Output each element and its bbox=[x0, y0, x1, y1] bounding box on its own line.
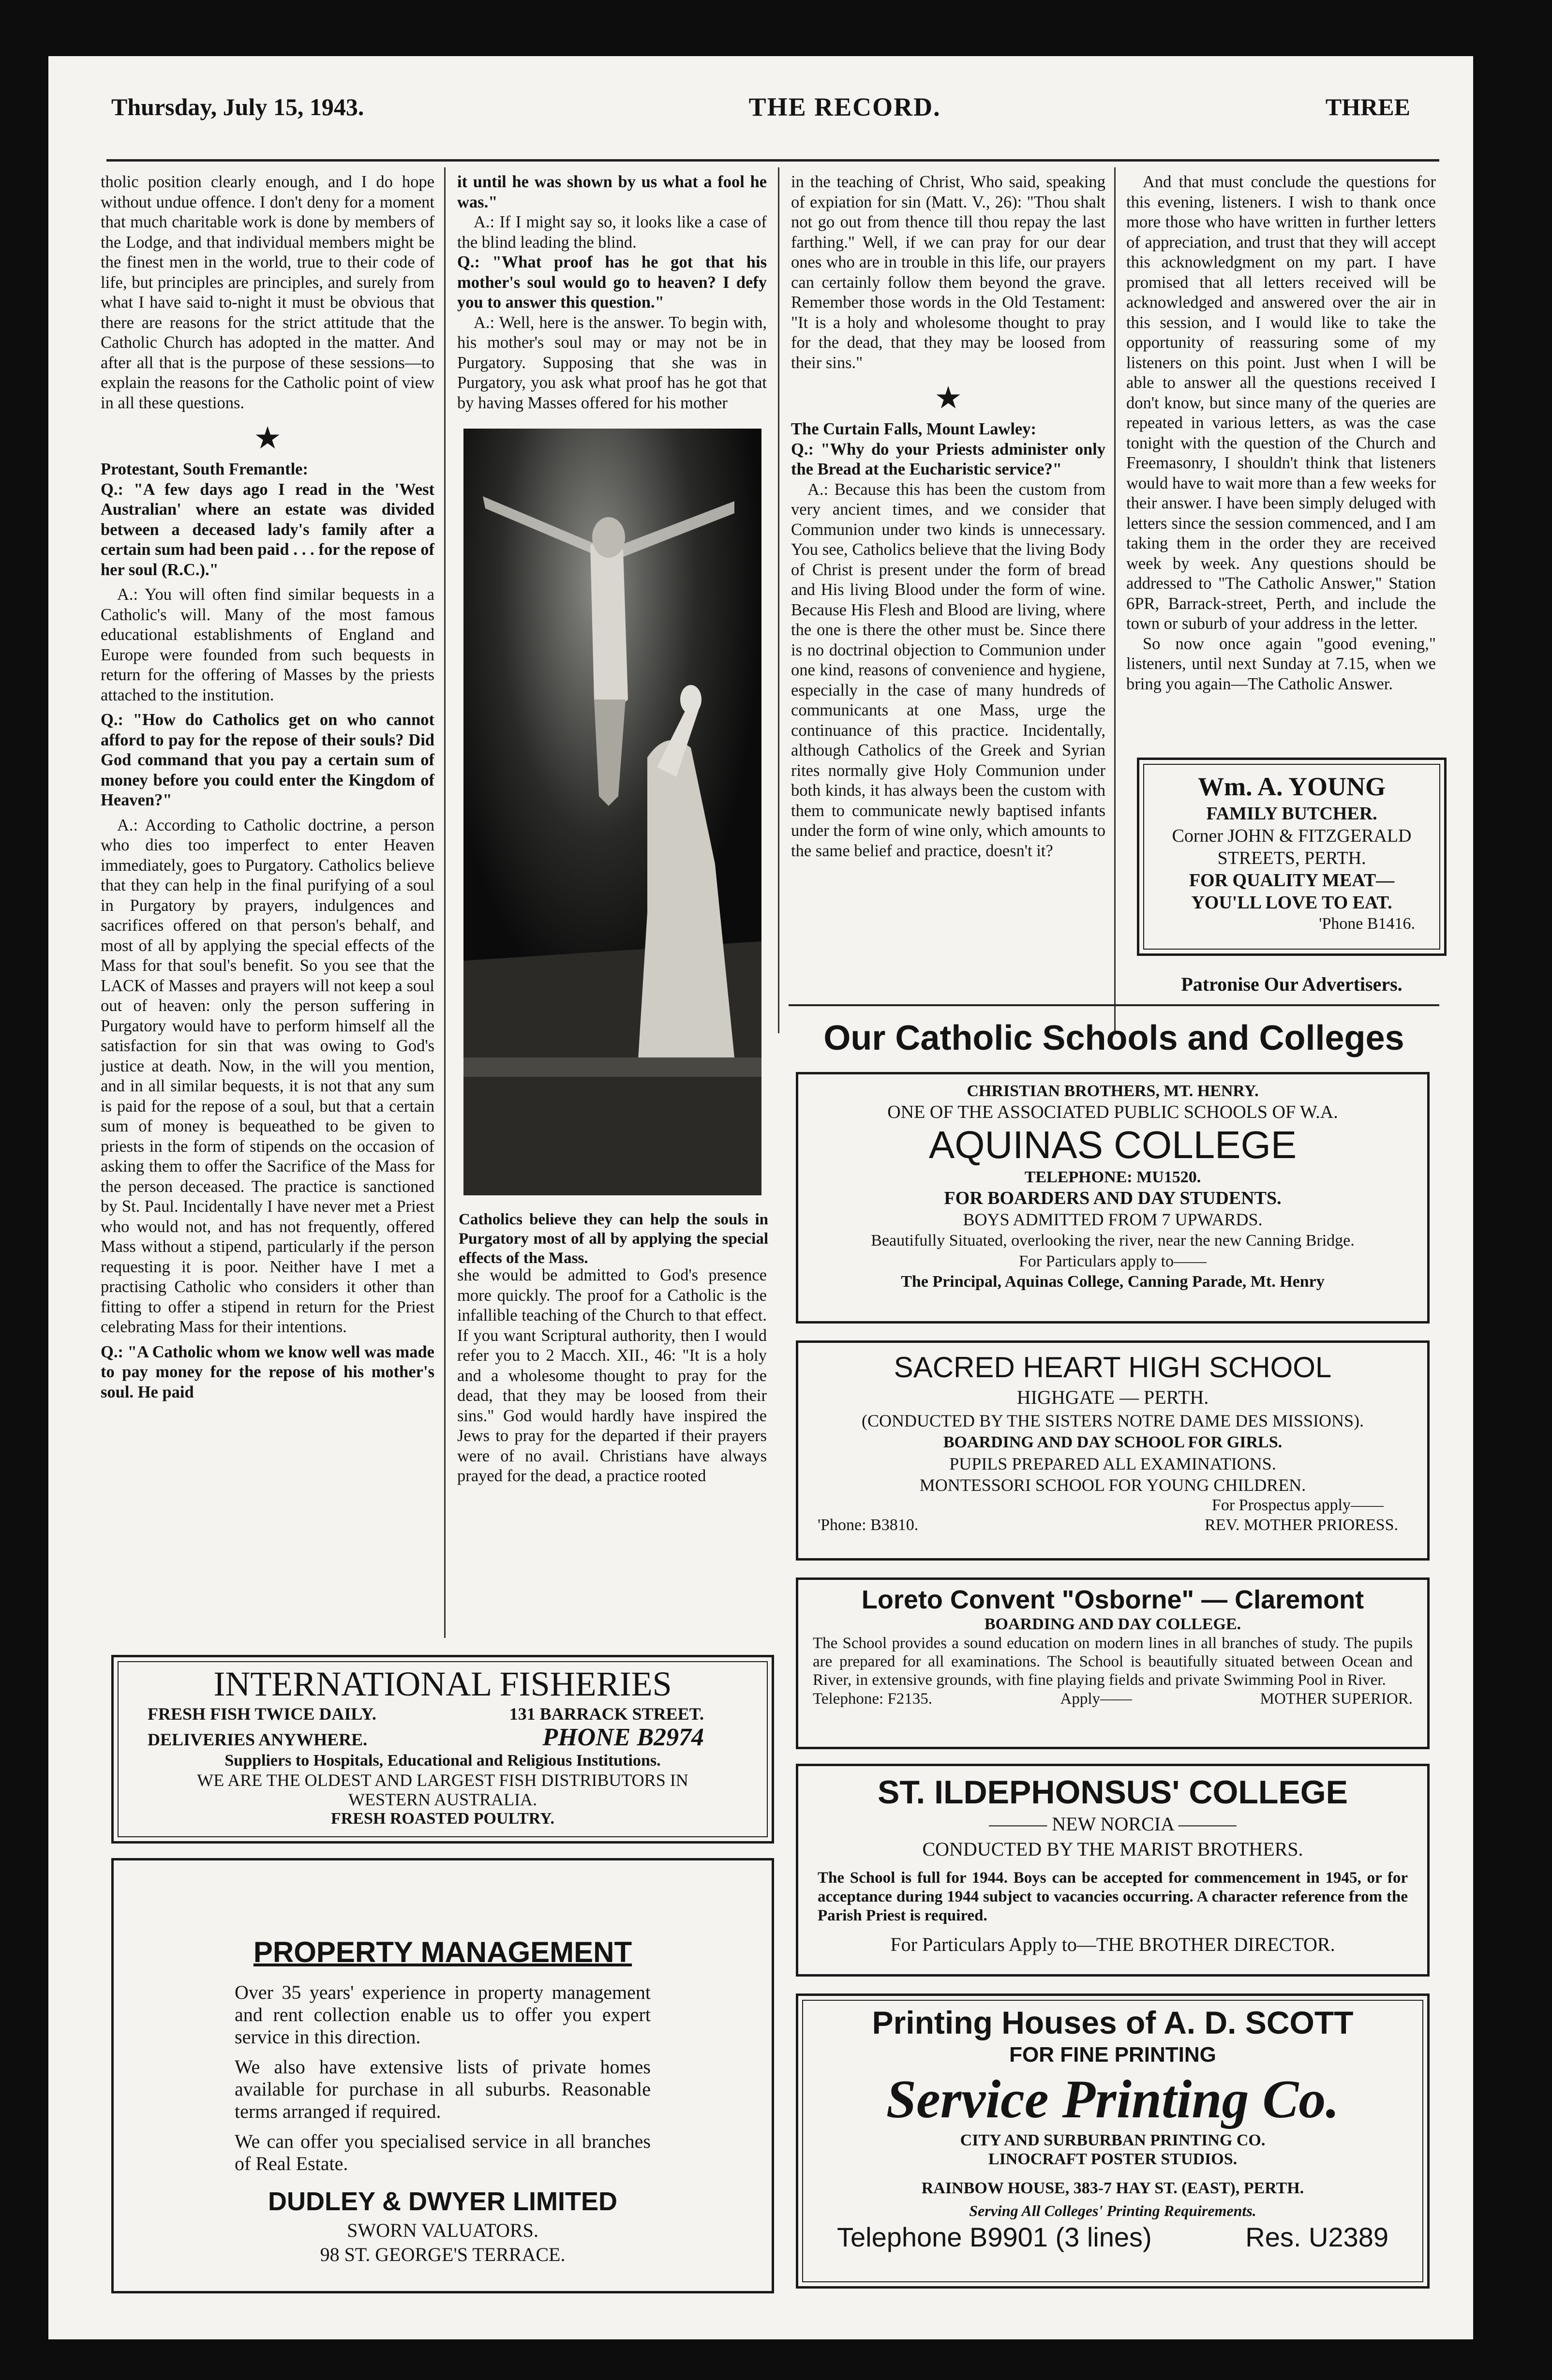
ad-loreto-convent bbox=[796, 1577, 1430, 1749]
ad-line: SWORN VALUATORS. bbox=[347, 2219, 538, 2241]
paragraph: she would be admitted to God's presence more quickly. The proof for a Catholic is the infallible teaching of the Church to that effect. If you want Scriptural authority, then I would refer you to 2 Macch. XII., 46: "It is a holy and a wholesome thought to pray for the dead, that they may be loosed from their sins." God would hardly have inspired the Jews to pray for the departed if their prayers were of no avail. Christians have always prayed for the dead, a practice rooted bbox=[457, 1266, 767, 1485]
ad-service-printing bbox=[796, 1993, 1430, 2289]
question: Q.: "What proof has he got that his mother's soul would go to heaven? I defy you to answer this question." bbox=[457, 253, 767, 312]
ad-heading: PROPERTY MANAGEMENT bbox=[253, 1936, 632, 1968]
ad-property-management bbox=[111, 1858, 774, 2293]
ad-inner-border bbox=[802, 2000, 1423, 2282]
paragraph: So now once again "good evening," listeners, until next Sunday at 7.15, when we bring you again—The Catholic Answer. bbox=[1126, 634, 1436, 693]
ad-heading: ST. ILDEPHONSUS' COLLEGE bbox=[877, 1774, 1348, 1811]
ad-phone: 'Phone B1416. bbox=[1319, 915, 1415, 933]
column-rule bbox=[444, 167, 446, 1638]
ad-line: (CONDUCTED BY THE SISTERS NOTRE DAME DES MISSIONS). bbox=[861, 1411, 1364, 1430]
ad-heading: AQUINAS COLLEGE bbox=[928, 1123, 1297, 1166]
ad-phone: Telephone B9901 (3 lines) bbox=[837, 2222, 1152, 2252]
ad-line: FRESH FISH TWICE DAILY. bbox=[148, 1704, 376, 1724]
masthead-title: THE RECORD. bbox=[748, 92, 941, 121]
ad-line: FOR FINE PRINTING bbox=[1009, 2043, 1216, 2067]
ad-heading: Loreto Convent "Osborne" — Claremont bbox=[861, 1585, 1364, 1614]
issue-date: Thursday, July 15, 1943. bbox=[111, 93, 364, 120]
ad-line: CONDUCTED BY THE MARIST BROTHERS. bbox=[922, 1838, 1303, 1860]
answer: A.: If I might say so, it looks like a case of the blind leading the blind. bbox=[457, 213, 767, 252]
patronise-note: Patronise Our Advertisers. bbox=[1181, 973, 1403, 995]
ad-line: STREETS, PERTH. bbox=[1217, 848, 1366, 868]
photo-caption: Catholics believe they can help the souls in Purgatory most of all by applying the special effects of the Mass. bbox=[459, 1211, 768, 1267]
ad-line: WE ARE THE OLDEST AND LARGEST FISH DISTRIBUTORS IN bbox=[197, 1770, 688, 1790]
ad-body: We also have extensive lists of private homes available for purchase in all suburbs. Reasonable terms arranged if required. bbox=[235, 2056, 651, 2122]
ad-line: For Particulars Apply to—THE BROTHER DIRECTOR. bbox=[890, 1934, 1335, 1955]
ad-line: 131 BARRACK STREET. bbox=[509, 1704, 704, 1724]
ad-line: For Prospectus apply—— bbox=[1211, 1496, 1384, 1514]
ad-line: FOR QUALITY MEAT— bbox=[1189, 870, 1395, 891]
article-column-4 bbox=[1126, 172, 1436, 694]
ad-international-fisheries bbox=[111, 1655, 774, 1844]
ad-line: ——— NEW NORCIA ——— bbox=[989, 1813, 1237, 1835]
ad-contact-row bbox=[813, 1689, 1413, 1709]
ad-line: BOARDING AND DAY COLLEGE. bbox=[984, 1615, 1241, 1633]
ad-line: TELEPHONE: MU1520. bbox=[1024, 1168, 1201, 1186]
ad-line: FOR BOARDERS AND DAY STUDENTS. bbox=[944, 1188, 1282, 1208]
ad-line: Suppliers to Hospitals, Educational and Religious Institutions. bbox=[224, 1752, 661, 1770]
answer: A.: Because this has been the custom from very ancient times, and we consider that Communion under two kinds is unnecessary. You see, Catholics believe that the living Body of Christ is present under the form of bread and His living Blood under the form of wine. Because His Flesh and Blood are living, where the one is there the other must be. Since there is no doctrinal objection to Communion under one kind, reasons of convenience and hygiene, especially in the case of many hundreds of communicants at one Mass, urge the continuance of this practice. Incidentally, although Catholics of the Greek and Syrian rites normally give Holy Communion under both kinds, it has always been the custom with them to communicate newly baptised infants under the form of wine only, which amounts to the same belief and practice, doesn't it? bbox=[791, 480, 1105, 860]
newspaper-page bbox=[48, 56, 1473, 2339]
page-number: THREE bbox=[1325, 93, 1410, 120]
ad-body: We can offer you specialised service in all branches of Real Estate. bbox=[235, 2130, 651, 2174]
column-rule bbox=[1114, 167, 1116, 1033]
section-rule bbox=[789, 1004, 1439, 1006]
article-column-3 bbox=[791, 172, 1105, 861]
ad-phone: PHONE B2974 bbox=[542, 1724, 704, 1751]
schools-heading: Our Catholic Schools and Colleges bbox=[823, 1019, 1404, 1057]
ad-line: LINOCRAFT POSTER STUDIOS. bbox=[988, 2150, 1238, 2168]
question: Q.: "A few days ago I read in the 'West Australian' where an estate was divided between a deceased lady's family after a certain sum had been paid . . . for the repose of her soul (R.C.)." bbox=[101, 480, 434, 579]
ad-body: The School provides a sound education on modern lines in all branches of study. The pupils are prepared for all examinations. The School is beautifully situated between Ocean and River, in extensive grounds, with fine playing fields and private Swimming Pool in River. bbox=[813, 1635, 1413, 1689]
star-divider-icon: ★ bbox=[254, 421, 282, 455]
page-header bbox=[48, 56, 1473, 158]
question: Q.: "A Catholic whom we know well was made to pay money for the repose of his mother's soul. He paid bbox=[101, 1342, 434, 1401]
ad-line: For Particulars apply to—— bbox=[1018, 1252, 1207, 1270]
paragraph: tholic position clearly enough, and I do hope without undue offence. I don't deny for a moment that much charitable work is done by members of the Lodge, and that individual members might be the finest men in the world, true to their code of life, but principles are principles, and surely from what I have said to-night it must be obvious that there are reasons for the strict attitude that the Catholic Church has adopted in the matter. And after all that is the purpose of these sessions—to explain the reasons for the Catholic point of view in all these questions. bbox=[101, 173, 434, 412]
ad-line: CITY AND SURBURBAN PRINTING CO. bbox=[960, 2131, 1266, 2149]
header-rule bbox=[106, 159, 1439, 162]
paragraph: And that must conclude the questions for this evening, listeners. I wish to thank once more those who have written in further letters of appreciation, and trust that they will accept this acknowledgment on my part. I have promised that all letters received will be acknowledged and answered over the air in this session, and I would like to take the opportunity of reassuring some of my listeners on this point. Just when I will be able to answer all the questions received I don't know, but since many of the queries are repeated in various letters, as was the case tonight with the question of the Church and Freemasonry, I shouldn't think that listeners would have to wait more than a few weeks for their answer. I have been simply deluged with letters since the session commenced, and I am taking them in the order they are received week by week. Any questions should be addressed to "The Catholic Answer," Station 6PR, Barrack-street, Perth, and include the town or suburb of your address in the letter. bbox=[1126, 173, 1436, 633]
ad-heading: INTERNATIONAL FISHERIES bbox=[213, 1665, 672, 1703]
question: Q.: "Why do your Priests administer only the Bread at the Eucharistic service?" bbox=[791, 440, 1105, 478]
ad-sacred-heart-school bbox=[796, 1340, 1430, 1561]
ad-body: Over 35 years' experience in property management and rent collection enable us to offer you expert service in this direction. bbox=[235, 1981, 651, 2048]
ad-line: ONE OF THE ASSOCIATED PUBLIC SCHOOLS OF W.A. bbox=[887, 1102, 1338, 1122]
ad-young-butcher bbox=[1137, 758, 1447, 956]
ad-contact-row bbox=[798, 1515, 1427, 1535]
ad-line: MONTESSORI SCHOOL FOR YOUNG CHILDREN. bbox=[919, 1475, 1306, 1495]
ad-inner-border bbox=[118, 1661, 768, 1837]
ad-line: FRESH ROASTED POULTRY. bbox=[330, 1810, 555, 1828]
ad-apply: Apply—— bbox=[1060, 1690, 1133, 1708]
question: Q.: "How do Catholics get on who cannot afford to pay for the repose of their souls? Did God command that you pay a certain sum of money before you could enter the Kingdom of Heaven?" bbox=[101, 711, 434, 809]
ad-line: FAMILY BUTCHER. bbox=[1206, 803, 1377, 824]
ad-contact: Res. U2389 bbox=[1245, 2222, 1388, 2252]
ad-heading: Wm. A. YOUNG bbox=[1198, 772, 1386, 801]
article-column-1 bbox=[101, 172, 434, 1402]
ad-heading: SACRED HEART HIGH SCHOOL bbox=[894, 1351, 1332, 1383]
ad-heading: DUDLEY & DWYER LIMITED bbox=[268, 2187, 617, 2216]
ad-body: The School is full for 1944. Boys can be accepted for commencement in 1945, or for acceptance during 1944 subject to vacancies occurring. A character reference from the Parish Priest is required. bbox=[818, 1869, 1408, 1924]
column-rule bbox=[778, 167, 779, 1033]
ad-line: YOU'LL LOVE TO EAT. bbox=[1191, 892, 1392, 913]
ad-line: CHRISTIAN BROTHERS, MT. HENRY. bbox=[967, 1082, 1259, 1100]
ad-line: 98 ST. GEORGE'S TERRACE. bbox=[320, 2244, 566, 2265]
star-divider-icon: ★ bbox=[934, 381, 962, 415]
ad-heading: Printing Houses of A. D. SCOTT bbox=[872, 2005, 1354, 2040]
paragraph: in the teaching of Christ, Who said, speaking of expiation for sin (Matt. V., 26): "Thou shalt not go out from thence till thou repay the last farthing." Well, if we can pray for our dear ones who are in trouble in this life, our prayers can certainly follow them beyond the grave. Remember those words in the Old Testament: "It is a holy and wholesome thought to pray for the dead, that they may be loosed from their sins." bbox=[791, 173, 1105, 372]
ad-line: Corner JOHN & FITZGERALD bbox=[1172, 826, 1412, 846]
ad-inner-border bbox=[1143, 764, 1440, 950]
ad-line: BOARDING AND DAY SCHOOL FOR GIRLS. bbox=[943, 1433, 1283, 1451]
answer: A.: Well, here is the answer. To begin with, his mother's soul may or may not be in Purgatory. Supposing that she was in Purgatory, you ask what proof has he got that by having Masses offered for his mother bbox=[457, 313, 767, 412]
ad-heading: Service Printing Co. bbox=[886, 2069, 1340, 2129]
ad-line: The Principal, Aquinas College, Canning Parade, Mt. Henry bbox=[901, 1273, 1325, 1291]
ad-contact: MOTHER SUPERIOR. bbox=[1260, 1690, 1413, 1708]
answer: A.: According to Catholic doctrine, a person who dies too imperfect to enter Heaven immediately, goes to Purgatory. Catholics believe that they can help in the final purifying of a soul in Purgatory by prayers, indulgences and sacrifices offered on that person's behalf, and most of all by applying the special effects of the Mass for that soul's benefit. So you see that the LACK of Masses and prayers will not keep a soul out of heaven: only the person suffering in Purgatory would have to perform himself all the satisfaction for sin that was owing to God's justice at death. Now, in the will you mention, and in all similar bequests, it is not that any sum is paid for the repose of a soul, but that a certain sum of money is bequeathed to be given to priests in the form of stipends on the occasion of asking them to offer the Sacrifice of the Mass for the person deceased. The practice is sanctioned by St. Paul. Incidentally I have never met a Priest who would not, and has not frequently, offered Mass without a stipend, particularly if the person requesting it is poor. Neither have I met a practising Catholic who considers it other than fitting to offer a stipend in return for the Priest celebrating Mass for their intentions. bbox=[101, 816, 434, 1336]
ad-phone: Telephone: F2135. bbox=[813, 1690, 932, 1708]
ad-line: Beautifully Situated, overlooking the river, near the new Canning Bridge. bbox=[871, 1232, 1355, 1250]
ad-line: Serving All Colleges' Printing Requirements. bbox=[969, 2202, 1256, 2219]
section-heading: The Curtain Falls, Mount Lawley: bbox=[791, 420, 1036, 438]
ad-line: DELIVERIES ANYWHERE. bbox=[148, 1730, 368, 1749]
ad-contact: REV. MOTHER PRIORESS. bbox=[1205, 1516, 1398, 1534]
section-heading: Protestant, South Fremantle: bbox=[101, 460, 308, 478]
crucifix-mass-photo bbox=[463, 429, 761, 1195]
ad-line: WESTERN AUSTRALIA. bbox=[348, 1790, 537, 1809]
ad-phone: 'Phone: B3810. bbox=[818, 1516, 919, 1534]
article-column-2-continued bbox=[457, 1265, 767, 1487]
ad-line: RAINBOW HOUSE, 383-7 HAY ST. (EAST), PERTH. bbox=[921, 2179, 1304, 2197]
ad-line: HIGHGATE — PERTH. bbox=[1016, 1386, 1209, 1408]
question-continued: it until he was shown by us what a fool he was." bbox=[457, 173, 767, 211]
ad-aquinas-college bbox=[796, 1072, 1430, 1324]
ad-line: BOYS ADMITTED FROM 7 UPWARDS. bbox=[963, 1210, 1263, 1229]
ad-st-ildephonsus-college bbox=[796, 1764, 1430, 1977]
article-column-2 bbox=[457, 172, 767, 413]
answer: A.: You will often find similar bequests in a Catholic's will. Many of the most famous educational establishments of England and Europe were founded from such bequests in return for the offering of Masses by the priests attached to the institution. bbox=[101, 585, 434, 704]
ad-line: PUPILS PREPARED ALL EXAMINATIONS. bbox=[949, 1454, 1276, 1473]
